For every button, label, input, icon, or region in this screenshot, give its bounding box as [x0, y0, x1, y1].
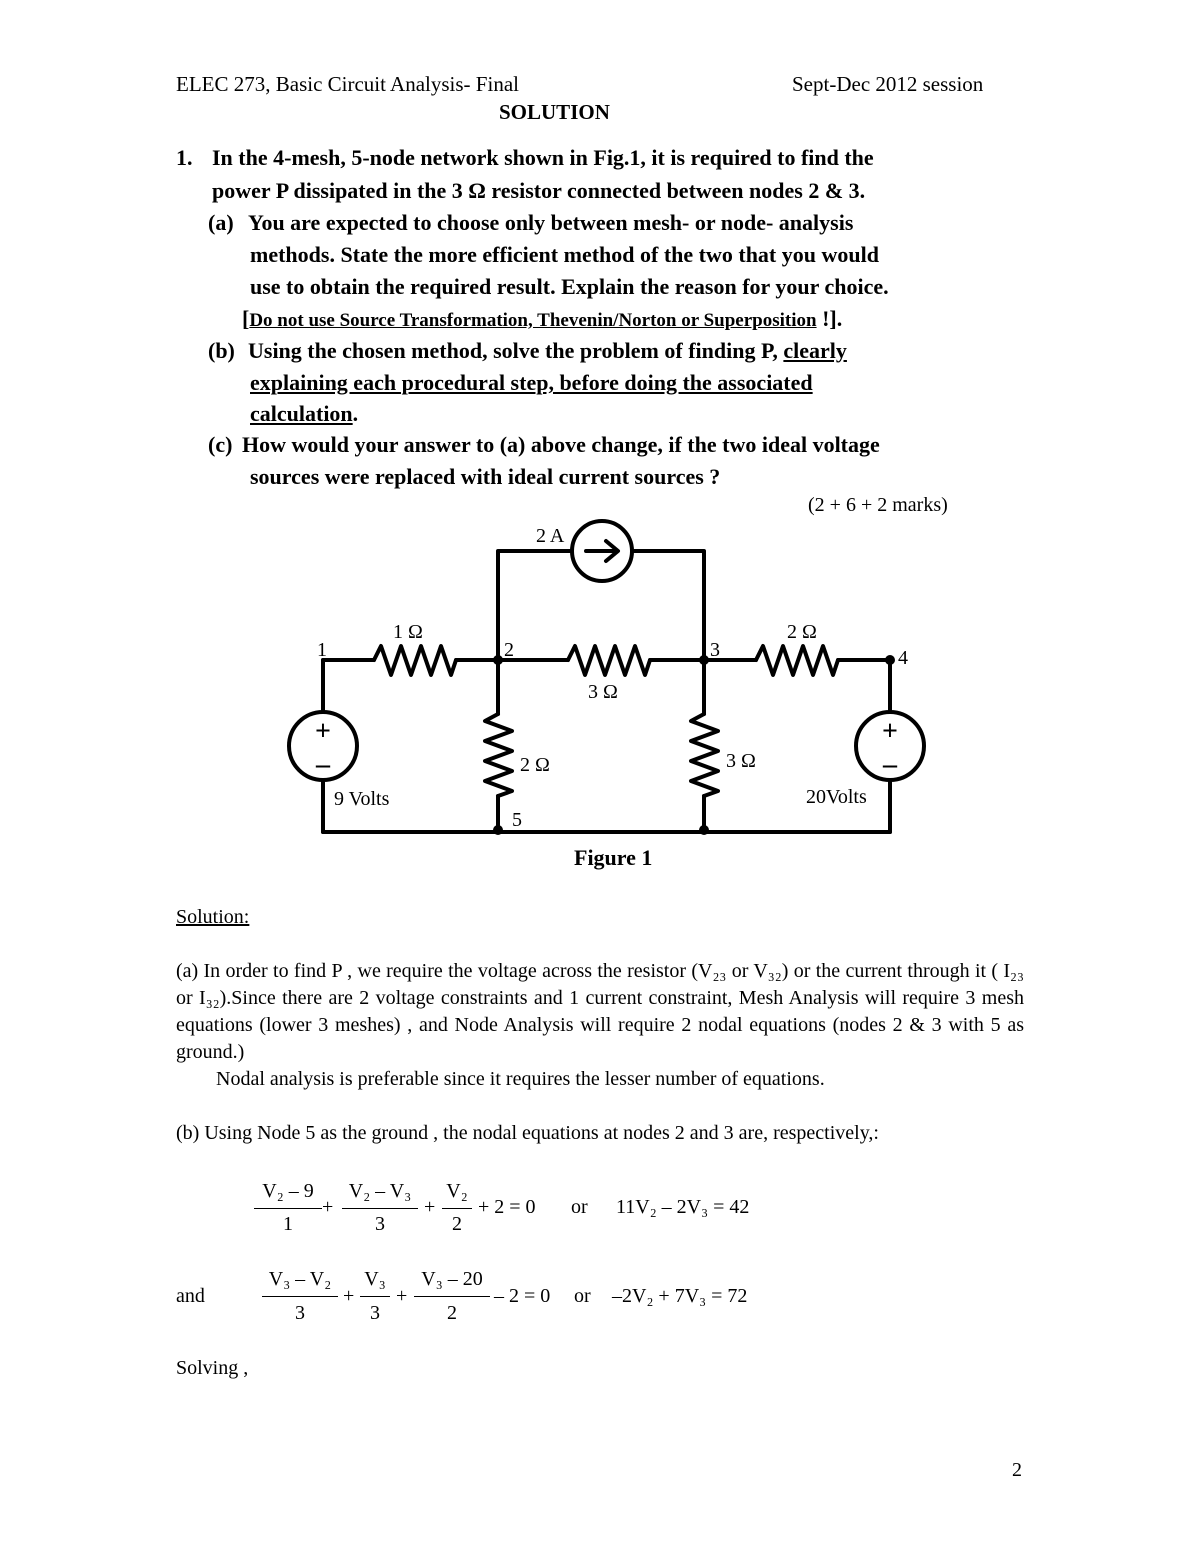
eq2-plus-2: + — [396, 1285, 408, 1307]
label-9-volts: 9 Volts — [334, 788, 390, 810]
node-dot-2 — [493, 655, 503, 665]
label-node-4: 4 — [898, 647, 908, 669]
part-b-line-1: Using the chosen method, solve the problem of finding P, clearly — [248, 338, 847, 363]
solution-heading: Solution: — [176, 906, 250, 928]
label-r23: 3 Ω — [588, 681, 618, 703]
eq1-plus-2: + — [424, 1196, 436, 1218]
question-line-2: power P dissipated in the 3 Ω resistor connected between nodes 2 & 3. — [212, 178, 866, 203]
eq1-plus-1: + — [322, 1196, 334, 1218]
minus-left: – — [316, 749, 330, 780]
label-r12: 1 Ω — [393, 621, 423, 643]
plus-left: + — [315, 716, 331, 747]
eq1-numerator-3: V₂ — [446, 1180, 468, 1202]
node-dot-bottom-3 — [699, 825, 709, 835]
wire-top-loop — [498, 551, 704, 660]
eq2-plus-1: + — [343, 1285, 355, 1307]
solution-part-b-intro: (b) Using Node 5 as the ground , the nodal equations at nodes 2 and 3 are, respectively,: — [176, 1122, 879, 1144]
eq2-denominator-2: 3 — [370, 1302, 380, 1324]
part-a-line-3: use to obtain the required result. Explain the reason for your choice. — [250, 274, 889, 299]
label-node-2: 2 — [504, 639, 514, 661]
label-20-volts: 20Volts — [806, 786, 867, 808]
label-node-3: 3 — [710, 639, 720, 661]
eq1-result: 11V₂ – 2V₃ = 42 — [616, 1196, 750, 1218]
node-dot-4 — [885, 655, 895, 665]
eq2-denominator-3: 2 — [447, 1302, 457, 1324]
session-header: Sept-Dec 2012 session — [792, 72, 984, 96]
eq2-result: –2V₂ + 7V₃ = 72 — [612, 1285, 748, 1307]
arrow-right-icon — [586, 541, 618, 561]
question-line-1: In the 4-mesh, 5-node network shown in Fig.1, it is required to find the — [212, 145, 874, 170]
part-a-line-2: methods. State the more efficient method of the two that you would — [250, 242, 879, 267]
solution-conclusion: Nodal analysis is preferable since it requires the lesser number of equations. — [216, 1068, 825, 1090]
part-a-line-1: You are expected to choose only between mesh- or node- analysis — [248, 210, 854, 235]
part-b-line-3: calculation. — [250, 401, 359, 426]
eq2-numerator-1: V₃ – V₂ — [268, 1268, 332, 1290]
part-c-line-2: sources were replaced with ideal current sources ? — [250, 464, 721, 489]
eq1-numerator-1: V₂ – 9 — [262, 1180, 314, 1202]
part-c-label: (c) — [208, 432, 233, 457]
eq1-numerator-2: V₂ – V₃ — [348, 1180, 412, 1202]
eq2-numerator-3: V₃ – 20 — [421, 1268, 483, 1290]
resistor-1-ohm — [374, 646, 456, 675]
resistor-3-ohm-23 — [568, 646, 650, 675]
page-title: SOLUTION — [499, 100, 610, 124]
label-r34: 2 Ω — [787, 621, 817, 643]
eq1-denominator-1: 1 — [283, 1213, 293, 1235]
eq1-denominator-3: 2 — [452, 1213, 462, 1235]
node-dot-3 — [699, 655, 709, 665]
part-c-line-1: How would your answer to (a) above change, if the two ideal voltage — [242, 432, 880, 457]
label-r25: 2 Ω — [520, 754, 550, 776]
question-number: 1. — [176, 145, 193, 170]
plus-right: + — [882, 716, 898, 747]
eq2-denominator-1: 3 — [295, 1302, 305, 1324]
node-dot-5 — [493, 825, 503, 835]
minus-right: – — [883, 749, 897, 780]
solution-part-a: (a) In order to find P , we require the voltage across the resistor (V₂₃ or V₃₂) or the current through it ( I₂₃ or I₃₂).Since there are 2 voltage constraints and 1 current constraint, Mesh Analysis will require 3 mesh equations (lower 3 meshes) , and Node Analysis will require 2 nodal equations (nodes 2 & 3 with 5 as ground.) — [176, 960, 1024, 1063]
course-header: ELEC 273, Basic Circuit Analysis- Final — [176, 72, 519, 96]
page-number: 2 — [1012, 1459, 1022, 1481]
eq2-tail: – 2 = 0 — [494, 1285, 551, 1307]
label-node-5: 5 — [512, 809, 522, 831]
label-node-1: 1 — [317, 639, 327, 661]
solving-text: Solving , — [176, 1357, 249, 1379]
eq1-tail: + 2 = 0 — [478, 1196, 536, 1218]
eq1-or: or — [571, 1196, 588, 1218]
marks-allocation: (2 + 6 + 2 marks) — [808, 494, 948, 516]
label-current-source: 2 A — [536, 525, 565, 547]
resistor-2-ohm-34 — [756, 646, 838, 675]
resistor-3-ohm-35 — [691, 714, 718, 796]
figure-caption: Figure 1 — [574, 845, 653, 870]
label-r35: 3 Ω — [726, 750, 756, 772]
eq2-and: and — [176, 1285, 205, 1307]
resistor-2-ohm-25 — [485, 714, 512, 796]
eq2-numerator-2: V₃ — [364, 1268, 386, 1290]
eq1-denominator-2: 3 — [375, 1213, 385, 1235]
eq2-or: or — [574, 1285, 591, 1307]
part-a-label: (a) — [208, 210, 234, 235]
part-a-note: [Do not use Source Transformation, Thevenin/Norton or Superposition !]. — [242, 306, 843, 331]
part-b-label: (b) — [208, 338, 235, 363]
part-b-line-2: explaining each procedural step, before doing the associated — [250, 370, 813, 395]
